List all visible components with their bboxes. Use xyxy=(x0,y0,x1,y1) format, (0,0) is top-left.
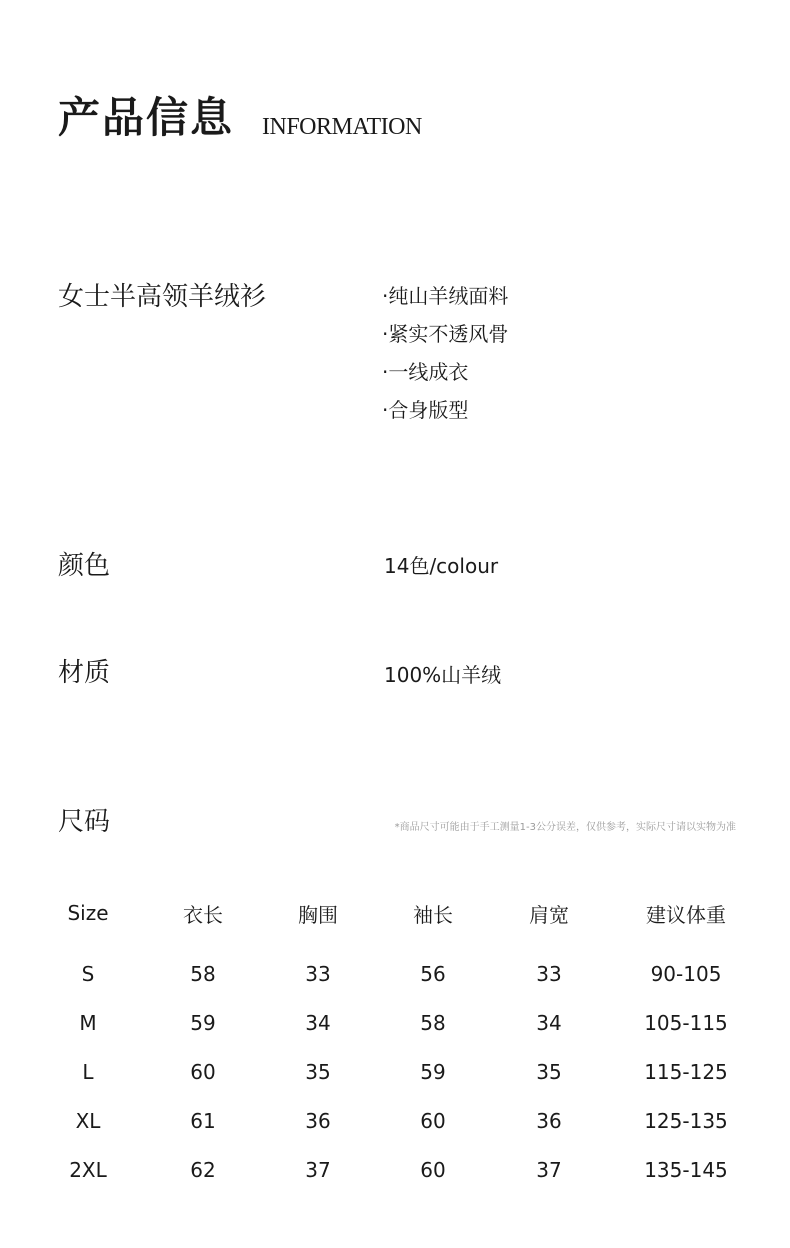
table-row xyxy=(30,1145,764,1194)
cell-shoulder: 36 xyxy=(536,1108,562,1133)
feature-item: ·合身版型 xyxy=(382,398,469,422)
cell-shoulder: 35 xyxy=(536,1059,562,1084)
cell-length: 61 xyxy=(190,1108,216,1133)
table-row xyxy=(30,998,764,1047)
cell-chest: 37 xyxy=(305,1157,331,1182)
feature-item: ·纯山羊绒面料 xyxy=(382,284,509,308)
cell-sleeve: 60 xyxy=(420,1157,446,1182)
cell-weight: 90-105 xyxy=(650,961,722,986)
cell-size: XL xyxy=(75,1108,101,1133)
column-header-length: 衣长 xyxy=(183,902,223,927)
cell-shoulder: 33 xyxy=(536,961,562,986)
cell-size: L xyxy=(82,1059,94,1084)
size-table xyxy=(30,890,764,1194)
cell-size: M xyxy=(79,1010,97,1035)
cell-chest: 34 xyxy=(305,1010,331,1035)
feature-item: ·一线成衣 xyxy=(382,360,469,384)
cell-length: 59 xyxy=(190,1010,216,1035)
cell-weight: 125-135 xyxy=(644,1108,728,1133)
size-label: 尺码 xyxy=(58,807,111,837)
product-name: 女士半高领羊绒衫 xyxy=(58,282,267,312)
cell-length: 58 xyxy=(190,961,216,986)
column-header-chest: 胸围 xyxy=(298,902,338,927)
table-row xyxy=(30,1096,764,1145)
cell-weight: 105-115 xyxy=(644,1010,728,1035)
column-header-shoulder: 肩宽 xyxy=(529,902,569,927)
material-label: 材质 xyxy=(58,658,111,688)
cell-sleeve: 60 xyxy=(420,1108,446,1133)
cell-sleeve: 59 xyxy=(420,1059,446,1084)
table-header-row xyxy=(30,890,764,936)
table-row xyxy=(30,1047,764,1096)
cell-weight: 135-145 xyxy=(644,1157,728,1182)
cell-shoulder: 34 xyxy=(536,1010,562,1035)
cell-sleeve: 58 xyxy=(420,1010,446,1035)
size-note: *商品尺寸可能由于手工测量1-3公分误差，仅供参考，实际尺寸请以实物为准 xyxy=(394,822,736,833)
cell-chest: 36 xyxy=(305,1108,331,1133)
feature-item: ·紧实不透风骨 xyxy=(382,322,509,346)
cell-weight: 115-125 xyxy=(644,1059,728,1084)
column-header-weight: 建议体重 xyxy=(646,902,726,927)
color-value: 14色/colour xyxy=(384,554,499,578)
cell-shoulder: 37 xyxy=(536,1157,562,1182)
cell-size: S xyxy=(81,961,95,986)
material-value: 100%山羊绒 xyxy=(384,663,502,687)
cell-size: 2XL xyxy=(69,1157,107,1182)
cell-sleeve: 56 xyxy=(420,961,446,986)
table-row xyxy=(30,949,764,998)
cell-chest: 35 xyxy=(305,1059,331,1084)
page-title: 产品信息 xyxy=(58,93,235,142)
cell-length: 60 xyxy=(190,1059,216,1084)
feature-list xyxy=(382,283,508,435)
cell-length: 62 xyxy=(190,1157,216,1182)
cell-chest: 33 xyxy=(305,961,331,986)
column-header-size: Size xyxy=(67,901,109,925)
column-header-sleeve: 袖长 xyxy=(413,902,453,927)
color-label: 颜色 xyxy=(58,551,111,581)
page-title-english: INFORMATION xyxy=(262,114,422,140)
